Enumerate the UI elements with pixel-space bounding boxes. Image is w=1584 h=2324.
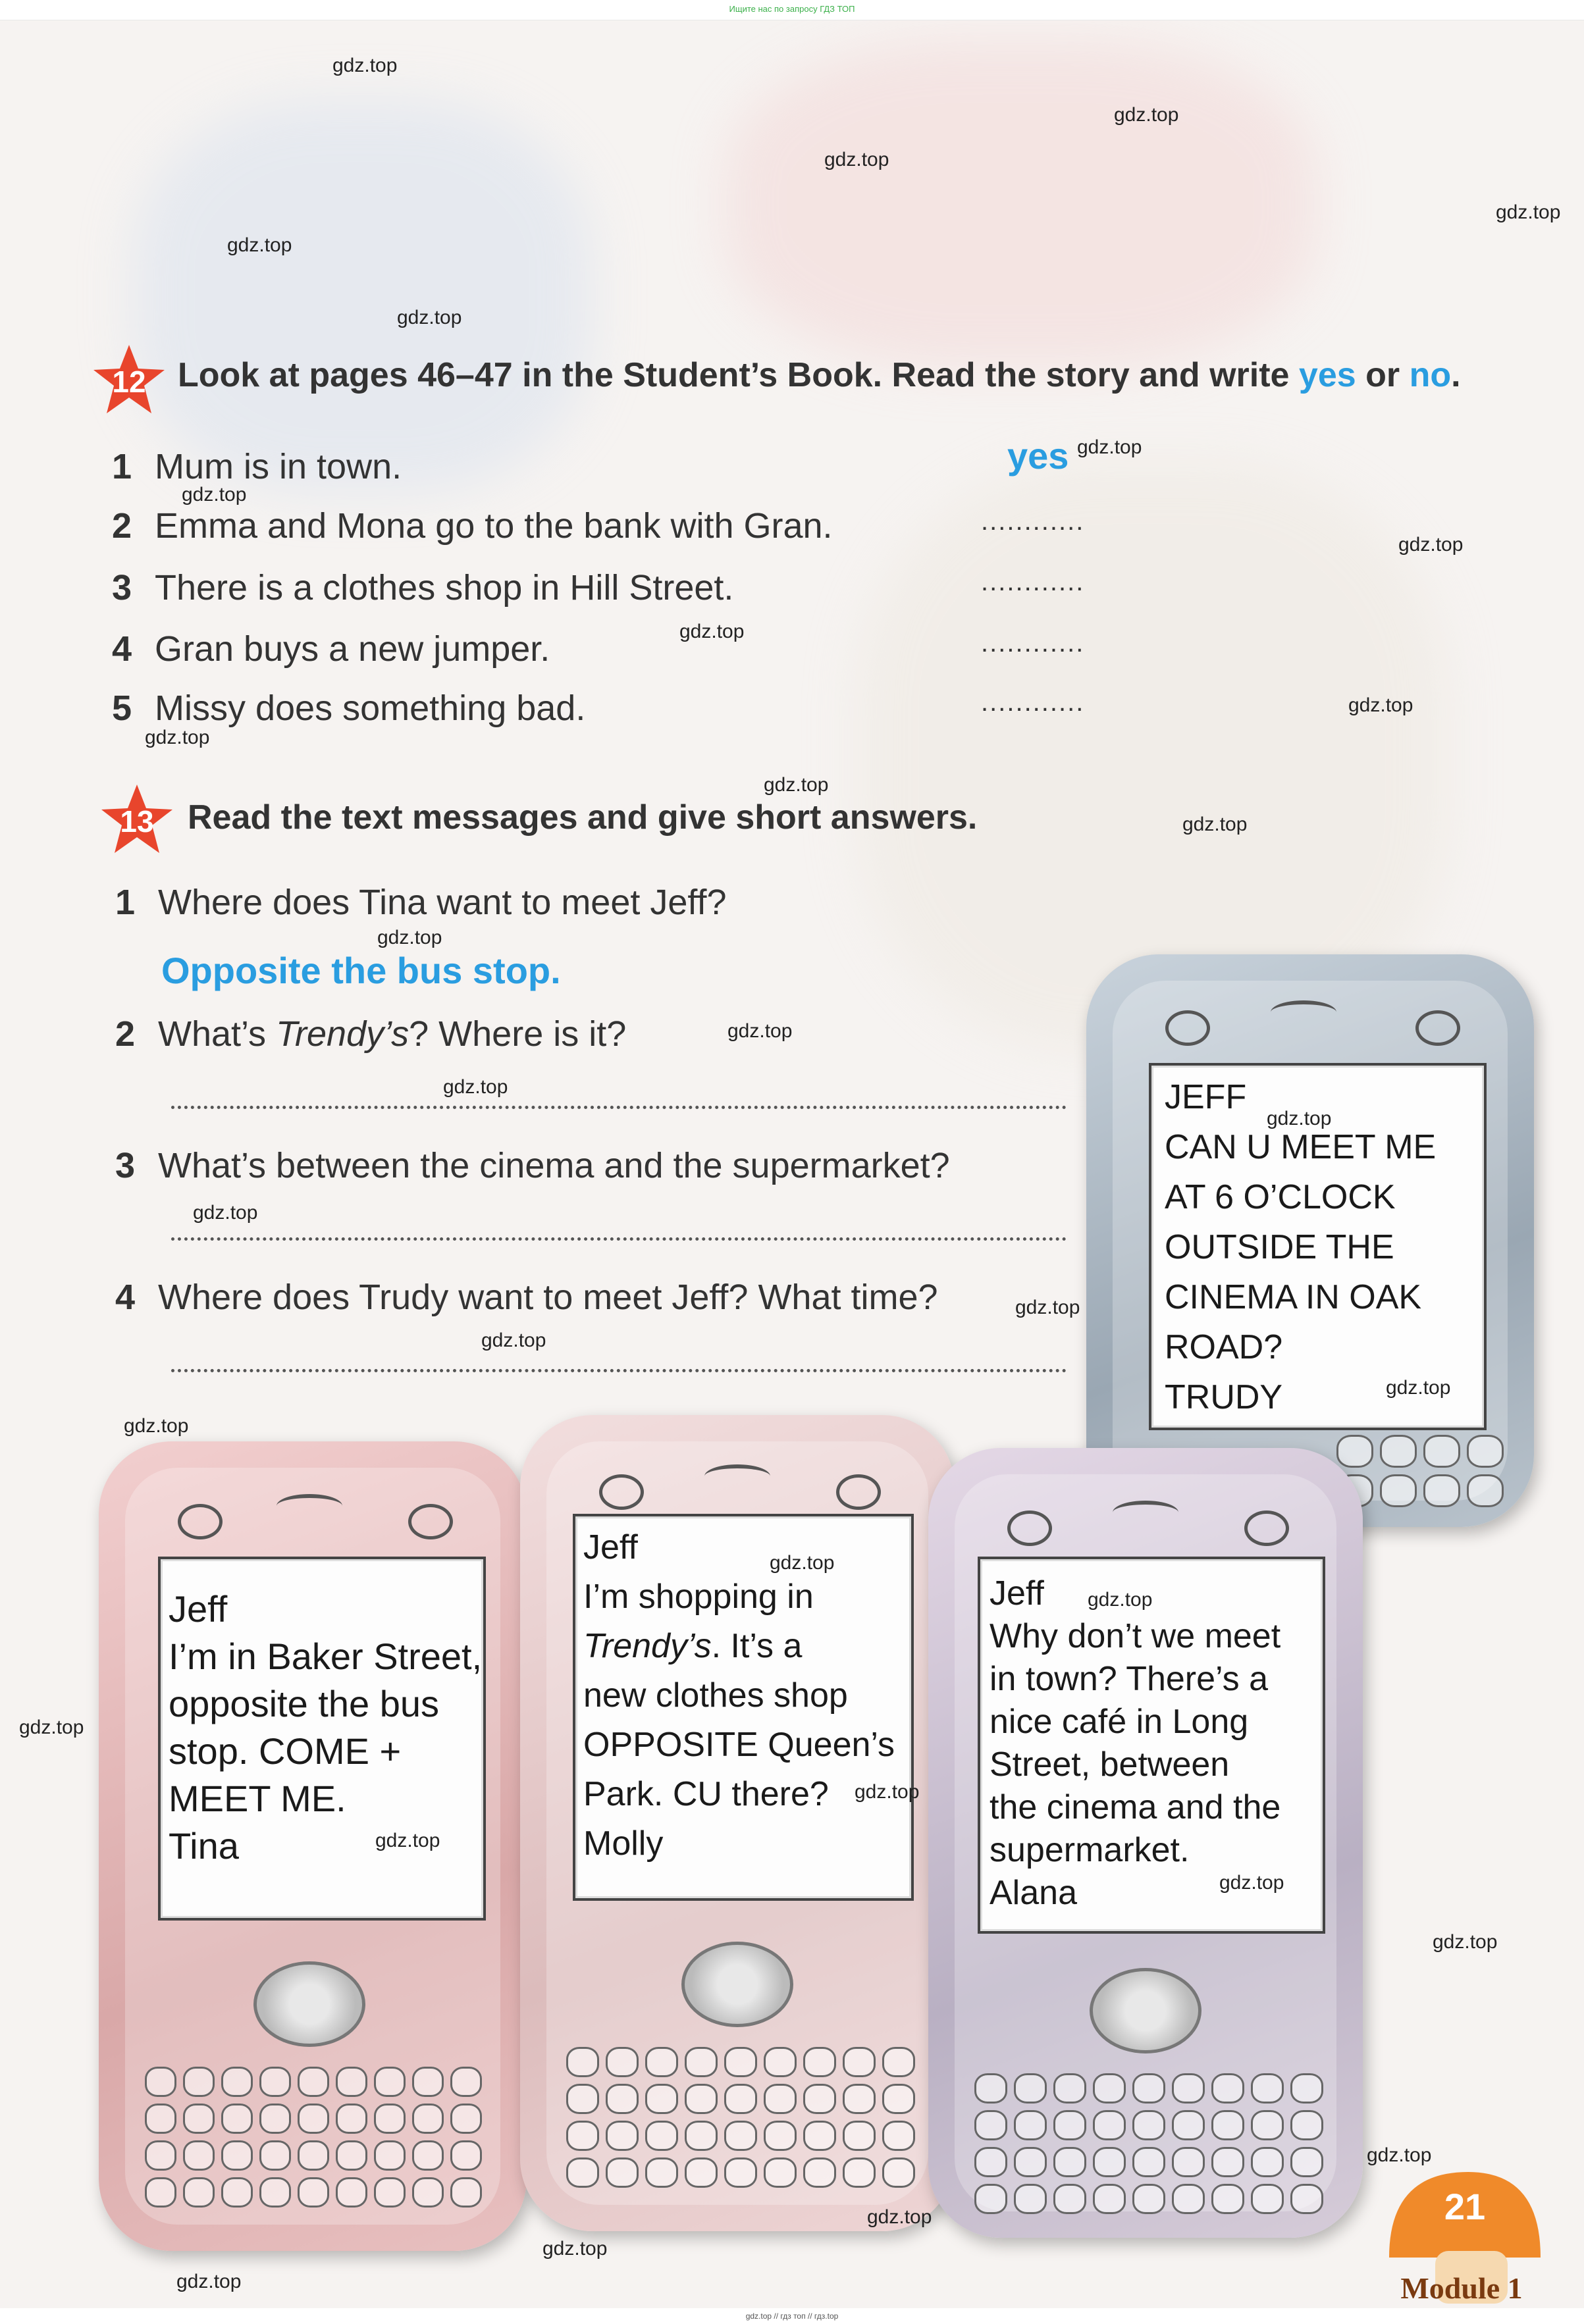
menu-button-icon [1244,1511,1289,1546]
watermark: gdz.top [443,1076,508,1098]
ex13-question-1: 1 Where does Tina want to meet Jeff? [115,883,727,922]
ex13-question-2: 2 What’s Trendy’s? Where is it? [115,1014,627,1054]
exercise-13-instruction: Read the text messages and give short answers. [188,798,978,837]
ex12-answer-2[interactable]: ............ [981,507,1085,536]
watermark: gdz.top [1496,201,1561,223]
navigation-pad-icon [681,1942,793,2027]
watermark: gdz.top [1348,694,1413,716]
watermark: gdz.top [375,1830,440,1851]
ex12-answer-1: yes [1007,435,1069,477]
ex12-item-1: 1 Mum is in town. [112,447,402,486]
watermark: gdz.top [1088,1589,1153,1611]
camera-button-icon [599,1474,644,1510]
message-trudy: JEFF CAN U MEET ME AT 6 O’CLOCK OUTSIDE THE CINEMA IN OAK ROAD? TRUDY [1165,1078,1437,1416]
ex12-item-2: 2 Emma and Mona go to the bank with Gran. [112,506,833,546]
watermark: gdz.top [1219,1872,1284,1894]
background-ghost [724,39,1317,369]
ex13-question-3: 3 What’s between the cinema and the supermarket? [115,1146,950,1185]
ex12-answer-3[interactable]: ............ [981,567,1085,596]
page-number-mushroom [1383,2159,1547,2310]
bottom-strip: gdz.top // гдз топ // гдз.top [0,2308,1584,2324]
keypad [566,2047,915,2188]
speaker-icon [1113,1501,1178,1524]
phone-trudy [1086,954,1534,1527]
camera-button-icon [1165,1010,1210,1046]
module-label: Module 1 [1400,2271,1523,2305]
navigation-pad-icon [253,1961,365,2047]
watermark: gdz.top [867,2206,932,2228]
keypad [974,2073,1323,2214]
menu-button-icon [836,1474,881,1510]
watermark: gdz.top [1433,1931,1498,1953]
watermark: gdz.top [764,774,829,796]
ex12-answer-4[interactable]: ............ [981,629,1085,658]
watermark: gdz.top [855,1781,920,1803]
ex12-item-4: 4 Gran buys a new jumper. [112,629,550,669]
ex13-answer-line-2[interactable] [171,1106,1067,1109]
ex13-answer-line-3[interactable] [171,1237,1067,1241]
phone-alana [928,1448,1363,2238]
watermark: gdz.top [824,149,889,170]
watermark: gdz.top [193,1202,258,1224]
keypad [145,2067,482,2208]
watermark: gdz.top [176,2271,242,2292]
speaker-icon [277,1494,342,1518]
camera-button-icon [178,1504,223,1539]
watermark: gdz.top [377,927,442,948]
watermark: gdz.top [227,234,292,256]
speaker-icon [704,1464,770,1488]
message-tina: Jeff I’m in Baker Street, opposite the bus stop. COME + MEET ME. Tina [169,1588,483,1867]
watermark: gdz.top [1015,1297,1080,1318]
menu-button-icon [408,1504,453,1539]
exercise-12-instruction: Look at pages 46–47 in the Student’s Book. Read the story and write yes or no. [178,356,1461,394]
watermark: gdz.top [332,55,398,76]
watermark: gdz.top [1398,534,1464,555]
exercise-12-badge [90,342,169,421]
ex13-answer-1: Opposite the bus stop. [161,950,561,991]
watermark: gdz.top [397,307,462,328]
phone-molly [520,1415,955,2231]
watermark: gdz.top [1386,1377,1451,1399]
watermark: gdz.top [727,1020,793,1042]
watermark: gdz.top [481,1330,546,1351]
watermark: gdz.top [19,1717,84,1738]
phone-screen [158,1557,486,1921]
phone-tina [99,1441,527,2251]
watermark: gdz.top [1114,104,1179,126]
ex12-answer-5[interactable]: ............ [981,688,1085,717]
navigation-pad-icon [1090,1968,1201,2053]
page-number: 21 [1444,2186,1486,2227]
watermark: gdz.top [542,2238,608,2259]
phone-screen [573,1514,914,1901]
exercise-13-badge [97,782,176,861]
ex13-answer-line-4[interactable] [171,1369,1067,1372]
watermark: gdz.top [124,1415,189,1437]
watermark: gdz.top [1077,436,1142,458]
top-strip: Ищите нас по запросу ГДЗ ТОП [0,0,1584,20]
camera-button-icon [1007,1511,1052,1546]
menu-button-icon [1415,1010,1460,1046]
message-alana: Jeff Why don’t we meet in town? There’s a nice café in Long Street, between the cinema and the supermarket. Alana [990,1574,1281,1912]
watermark: gdz.top [1182,813,1248,835]
message-molly: Jeff I’m shopping in Trendy’s. It’s a new clothes shop OPPOSITE Queen’s Park. CU there? Molly [583,1528,895,1863]
watermark: gdz.top [1367,2144,1432,2166]
exercise-number: 12 [112,365,146,399]
speaker-icon [1271,1000,1336,1024]
watermark: gdz.top [1267,1108,1332,1129]
watermark: gdz.top [182,484,247,505]
watermark: gdz.top [145,727,210,748]
watermark: gdz.top [679,621,745,642]
exercise-number: 13 [120,804,154,839]
background-ghost [132,99,593,494]
watermark: gdz.top [770,1552,835,1574]
ex12-item-3: 3 There is a clothes shop in Hill Street. [112,568,734,607]
ex13-question-4: 4 Where does Trudy want to meet Jeff? What time? [115,1278,938,1317]
keypad [1336,1435,1504,1507]
ex12-item-5: 5 Missy does something bad. [112,688,586,728]
